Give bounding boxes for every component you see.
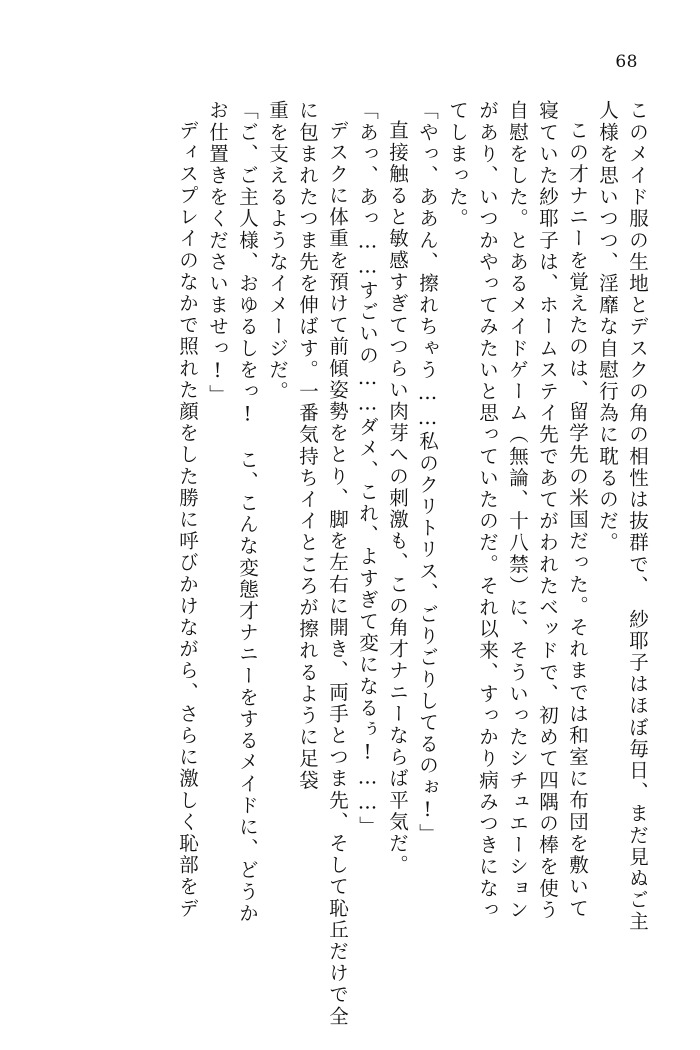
text-line: ディスプレイのなかで照れた顔をした勝に呼びかけながら、さらに激しく恥部をデ bbox=[176, 120, 199, 920]
text-line: このメイド服の生地とデスクの角の相性は抜群で、 紗耶子はほぼ毎日、まだ見ぬご主 bbox=[626, 100, 649, 933]
text-line: に包まれたつま先を伸ばす。一番気持ちイイところが擦れるように足袋 bbox=[296, 100, 319, 792]
text-line: 直接触ると敏感すぎてつらい肉芽への刺激も、この角才ナニーならば平気だ。 bbox=[386, 120, 409, 876]
text-line: 人様を思いつつ、淫靡な自慰行為に耽るのだ。 bbox=[596, 100, 619, 554]
vertical-text-body bbox=[52, 100, 652, 1028]
text-line: 「あっ、あっ……すごいの……ダメ、これ、よすぎて変になるぅ!……」 bbox=[356, 100, 379, 838]
text-line: てしまった。 bbox=[446, 100, 469, 230]
text-line: お仕置きをくださいませっ!」 bbox=[206, 100, 229, 406]
text-line: 「やっ、ああん、擦れちゃう……私のクリトリス、ごりごりしてるのぉ!」 bbox=[416, 100, 439, 845]
page-number: 68 bbox=[615, 52, 638, 72]
text-line: 自慰をした。とあるメイドゲーム（無論、十八禁）に、そういったシチュエーション bbox=[506, 100, 529, 921]
text-line: があり、いつかやってみたいと思っていたのだ。それ以来、すっかり病みつきになっ bbox=[476, 100, 499, 921]
text-line: 寝ていた紗耶子は、ホームステイ先であてがわれたベッドで、初めて四隅の棒を使う bbox=[536, 100, 559, 921]
text-line: 重を支えるようなイメージだ。 bbox=[266, 100, 289, 403]
text-line: 「ご、ご主人様、おゆるしをっ! こ、こんな変態才ナニーをするメイドに、どうか bbox=[236, 100, 259, 925]
text-line: デスクに体重を預けて前傾姿勢をとり、脚を左右に開き、両手とつま先、そして恥丘だけで全 bbox=[326, 120, 349, 1028]
text-line: この才ナニーを覚えたのは、留学先の米国だった。それまでは和室に布団を敷いて bbox=[566, 120, 589, 920]
